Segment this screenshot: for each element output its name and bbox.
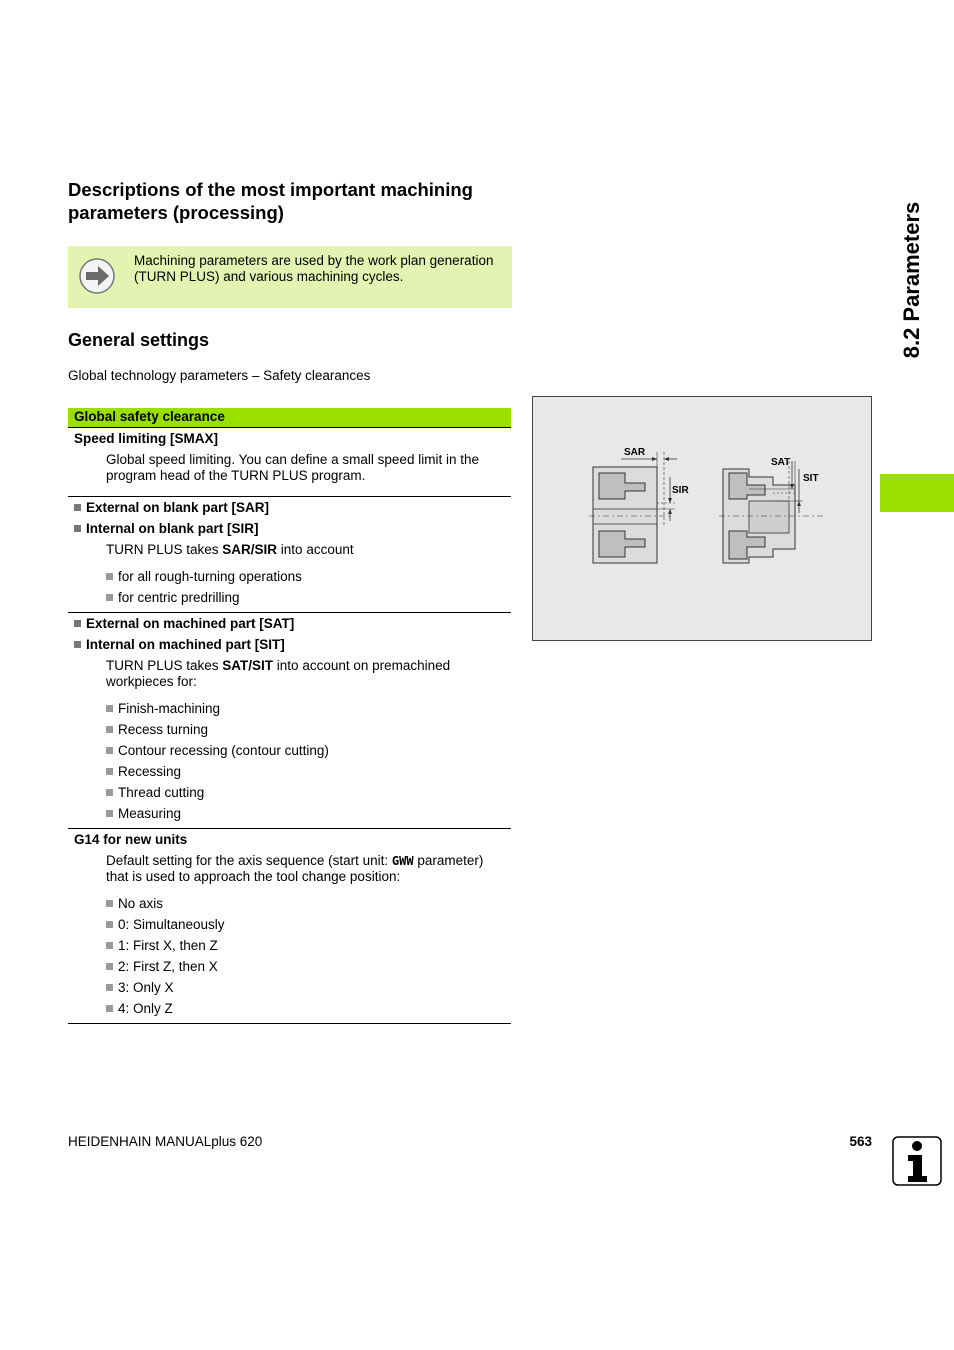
info-icon [892,1136,942,1186]
table-row [68,497,511,613]
list-item: Thread cutting [68,782,511,803]
list-item: 4: Only Z [68,998,511,1019]
list-item: 3: Only X [68,977,511,998]
list-item: No axis [68,893,511,914]
list-item: Finish-machining [68,698,511,719]
section-title: Descriptions of the most important machining parameters (processing) [68,179,473,223]
row-title: Internal on machined part [SIT] [68,634,511,655]
footer-title: HEIDENHAIN MANUALplus 620 [68,1134,263,1149]
label-sir: SIR [672,485,689,496]
list-item: 2: First Z, then X [68,956,511,977]
table-row [68,428,511,497]
note-box [68,246,512,308]
list-item: 1: First X, then Z [68,935,511,956]
list-item: Recess turning [68,719,511,740]
clearance-diagram [533,397,871,640]
list-item: for centric predrilling [68,587,511,608]
chapter-tab [880,474,954,512]
intro-text: Global technology parameters – Safety clearances [68,368,371,383]
row-title: Speed limiting [SMAX] [74,431,219,446]
row-desc: Default setting for the axis sequence (start unit: GWW parameter) that is used to approach the tool change position: [106,853,484,884]
table-row [68,613,511,829]
subhead: General settings [68,330,210,350]
list-item: Measuring [68,803,511,824]
row-desc: TURN PLUS takes SAR/SIR into account [106,542,354,557]
arrow-right-icon [78,257,116,295]
row-title: External on machined part [SAT] [68,613,511,634]
table-header: Global safety clearance [68,408,511,428]
row-title: G14 for new units [74,832,188,847]
label-sat: SAT [771,457,791,468]
row-desc: TURN PLUS takes SAT/SIT into account on premachined workpieces for: [106,658,451,689]
parameter-table [68,408,511,1024]
list-item: Recessing [68,761,511,782]
side-chapter-title: 8.2 Parameters [899,201,924,359]
table-row [68,829,511,1024]
page-number: 563 [849,1134,872,1149]
list-item: 0: Simultaneously [68,914,511,935]
list-item: for all rough-turning operations [68,566,511,587]
label-sit: SIT [803,473,819,484]
note-text: Machining parameters are used by the work plan generation (TURN PLUS) and various machining cycles. [134,253,494,284]
safety-clearance-figure [532,396,872,641]
list-item: Contour recessing (contour cutting) [68,740,511,761]
row-title: External on blank part [SAR] [68,497,511,518]
label-sar: SAR [624,447,646,458]
row-title: Internal on blank part [SIR] [68,518,511,539]
row-desc: Global speed limiting. You can define a small speed limit in the program head of the TURN PLUS program. [106,452,479,483]
